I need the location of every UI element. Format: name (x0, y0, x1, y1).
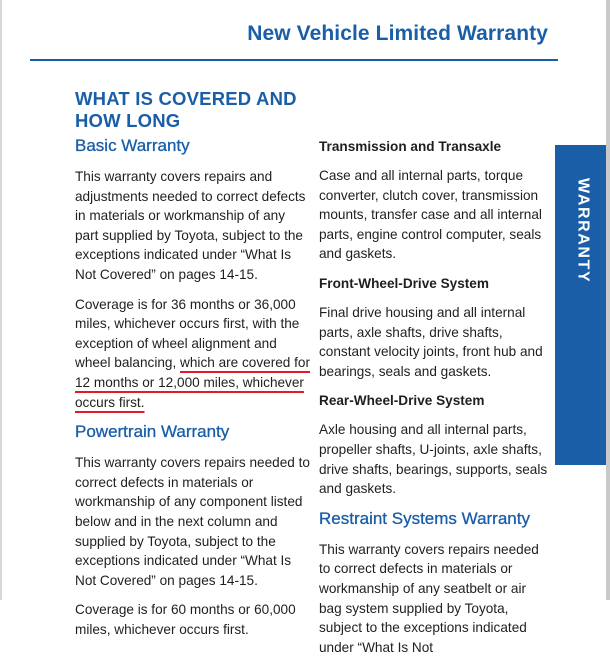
basic-warranty-paragraph-2 (75, 295, 310, 413)
basic-warranty-paragraph-1: This warranty covers repairs and adjustments needed to correct defects in materials or workmanship of any part supplied by Toyota, subject to the exceptions indicated under “What Is Not Covered” on pages 14-15. (75, 169, 306, 282)
rear-wheel-drive-title: Rear-Wheel-Drive System (319, 393, 485, 409)
basic-warranty-coverage-text: Coverage is for 36 months or 36,000 miles, whichever occurs first, with the exception of wheel alignment and wheel balancing, (75, 296, 300, 371)
restraint-systems-title: Restraint Systems Warranty (319, 508, 530, 528)
right-column (319, 137, 551, 667)
powertrain-warranty-title: Powertrain Warranty (75, 422, 230, 442)
powertrain-warranty-paragraph-1: This warranty covers repairs needed to correct defects in materials or workmanship of any component listed below and in the next column and supplied by Toyota, subject to the exceptions indicated under “What Is Not Covered” on pages 14-15. (75, 455, 310, 588)
page-left-rule (0, 0, 2, 600)
left-column (75, 88, 310, 649)
restraint-systems-text: This warranty covers repairs needed to correct defects in materials or workmanship of any seatbelt or air bag system supplied by Toyota, subject to the exceptions indicated under “What Is Not (319, 541, 539, 655)
transmission-title: Transmission and Transaxle (319, 139, 502, 154)
section-side-tab[interactable] (555, 145, 610, 465)
basic-warranty-title: Basic Warranty (75, 136, 190, 155)
highlighted-coverage-exception: which are covered for 12 months or 12,000 miles, whichever occurs first. (75, 355, 311, 410)
powertrain-warranty-paragraph-2: Coverage is for 60 months or 60,000 miles, whichever occurs first. (75, 602, 296, 637)
section-title-line2: HOW LONG (75, 110, 181, 131)
page-edge (606, 0, 610, 600)
front-wheel-drive-title: Front-Wheel-Drive System (319, 275, 489, 291)
section-title (75, 88, 310, 132)
header-divider (30, 59, 558, 61)
transmission-text: Case and all internal parts, torque converter, clutch cover, transmission mounts, transfer case and all internal parts, engine control computer, seals and gaskets. (319, 168, 542, 262)
side-tab-label: WARRANTY (574, 178, 592, 284)
page-header-title: New Vehicle Limited Warranty (247, 22, 548, 45)
rear-wheel-drive-text: Axle housing and all internal parts, propeller shafts, U-joints, axle shafts, drive shafts, bearings, supports, seals and gaskets. (319, 422, 548, 497)
front-wheel-drive-text: Final drive housing and all internal parts, axle shafts, drive shafts, constant velocity joints, front hub and bearings, seals and gaskets. (319, 304, 543, 379)
section-title-line1: WHAT IS COVERED AND (75, 88, 297, 109)
